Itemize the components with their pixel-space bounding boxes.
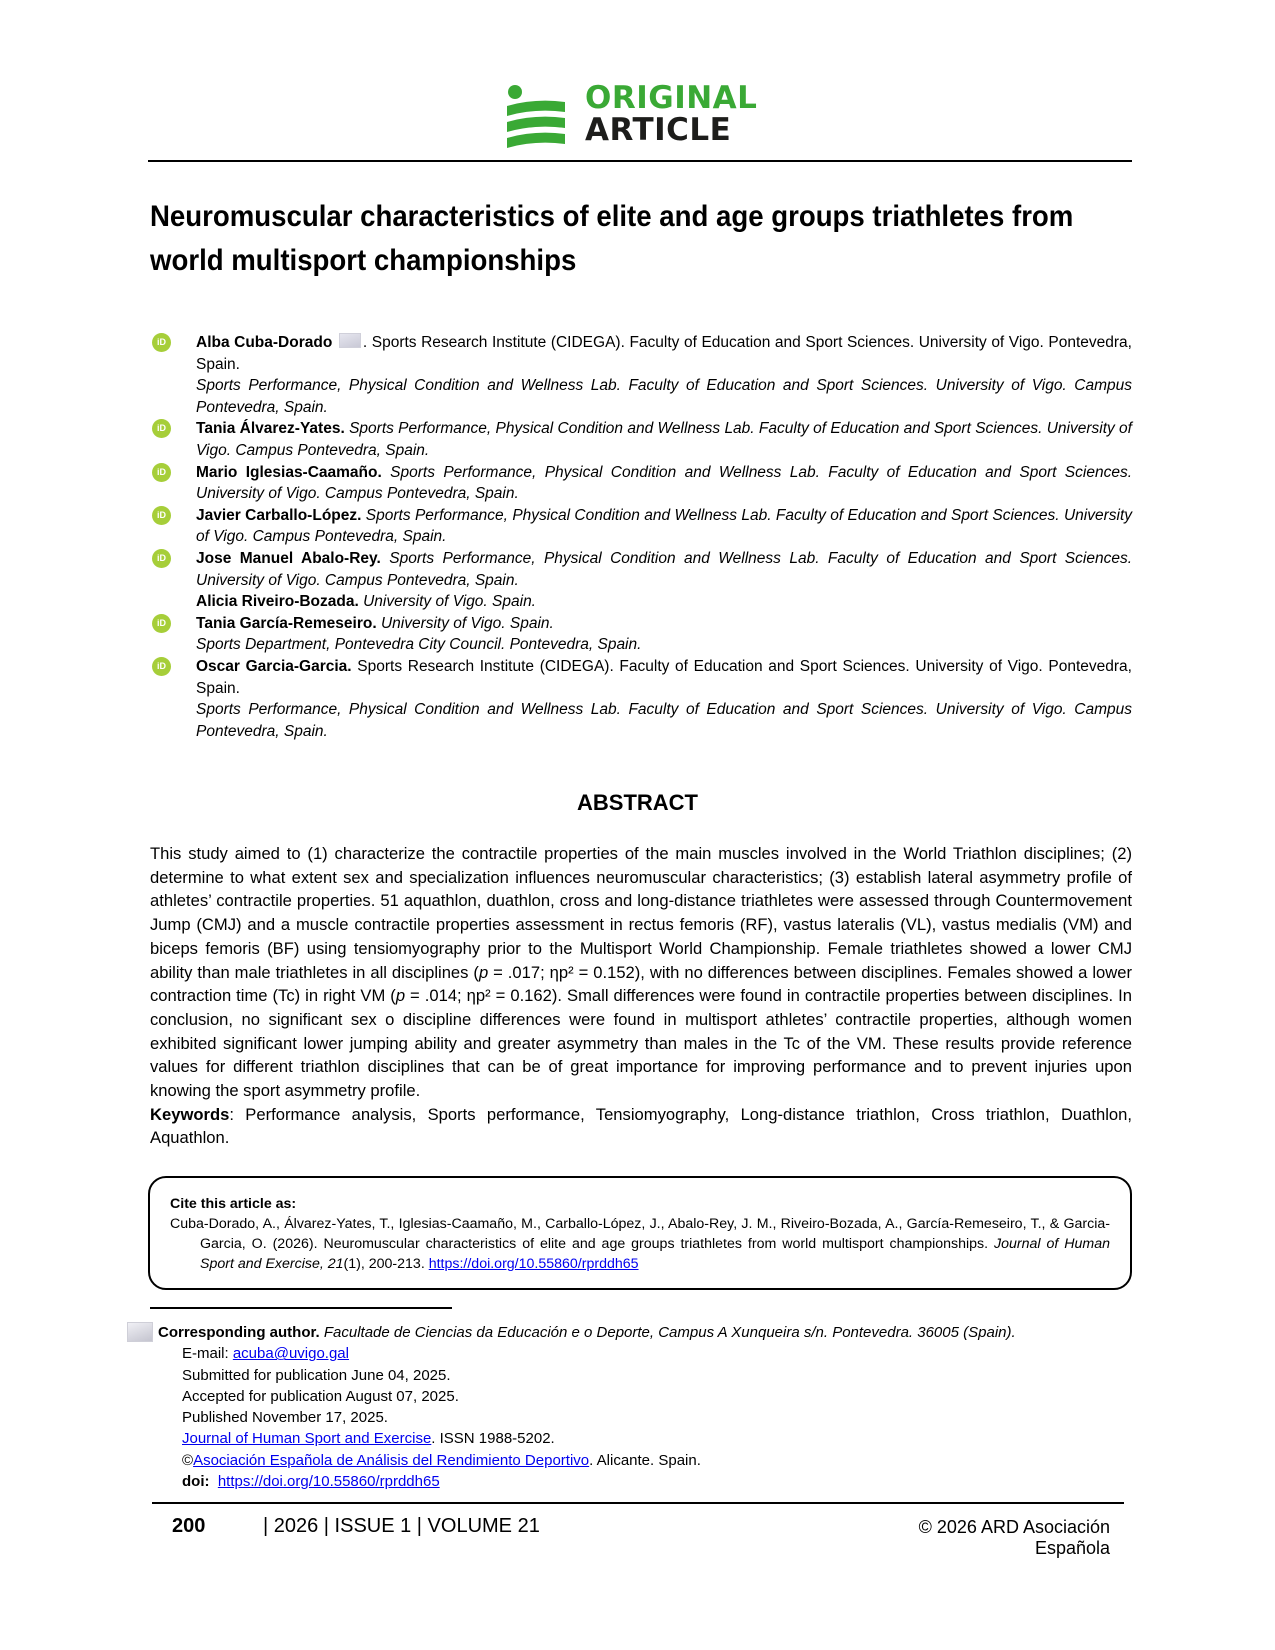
author-affiliation: . Sports Research Institute (CIDEGA). Faculty of Education and Sport Sciences. University of Vigo. Pontevedra, Spain. — [196, 334, 1132, 373]
author-name: Alicia Riveiro-Bozada. — [196, 593, 359, 611]
author-affiliation: Sports Performance, Physical Condition and Wellness Lab. Faculty of Education and Sport Sciences. University of Vigo. Campus Pontevedra, Spain. — [196, 463, 1132, 503]
publisher-line — [158, 1450, 1138, 1471]
doi-link[interactable]: https://doi.org/10.55860/rprddh65 — [217, 1473, 440, 1491]
footnote-divider — [150, 1307, 452, 1309]
page-number: 200 — [172, 1515, 206, 1537]
author-name: Tania García-Remeseiro. — [196, 614, 377, 632]
author-affiliation: Sports Performance, Physical Condition and Wellness Lab. Faculty of Education and Sport Sciences. University of Vigo. Campus Pontevedra, Spain. — [196, 506, 1133, 546]
abstract-body — [150, 842, 1132, 1150]
author-affiliation-secondary: Sports Performance, Physical Condition and Wellness Lab. Faculty of Education and Sport Sciences. University of Vigo. Campus Pontevedra, Spain. — [196, 701, 1132, 740]
paper-title: Neuromuscular characteristics of elite and age groups triathletes from world multisport championships — [150, 200, 1074, 277]
footnote — [158, 1322, 1138, 1492]
orcid-icon[interactable]: iD — [152, 419, 171, 438]
p-value-symbol: p — [478, 962, 489, 982]
author-name: Javier Carballo-López. — [196, 506, 362, 524]
author-name: Mario Iglesias-Caamaño. — [196, 463, 382, 481]
published-date: Published November 17, 2025. — [182, 1409, 388, 1427]
abstract-text-part: = .014; ηp² = 0.162). Small differences were found in contractile properties between disciplines. In conclusion, no significant sex o discipline differences were found in multisport athletes’ contractile properties, although women exhibited significant lower jumping ability and greater asymmetry than males in the Tc of the VM. These results provide reference values for different triathlon disciplines that can be of great importance for improving performance and to prevent injuries upon knowing the sport asymmetry profile. — [150, 986, 1132, 1101]
author-entry — [150, 613, 1132, 656]
orcid-icon[interactable]: iD — [152, 333, 171, 352]
copyright-symbol: © — [182, 1451, 194, 1469]
abstract-heading: ABSTRACT — [577, 790, 698, 815]
author-name: Jose Manuel Abalo-Rey. — [196, 549, 381, 567]
author-entry — [150, 656, 1132, 742]
author-affiliation: University of Vigo. Spain. — [363, 593, 536, 611]
author-affiliation: Sports Performance, Physical Condition and Wellness Lab. Faculty of Education and Sport Sciences. University of Vigo. Campus Pontevedra, Spain. — [196, 549, 1133, 589]
header-divider — [148, 160, 1132, 162]
citation-reference: Cuba-Dorado, A., Álvarez-Yates, T., Iglesias-Caamaño, M., Carballo-López, J., Abalo-Rey, J. M., Riveiro-Bozada, A., García-Remeseiro, T., & Garcia-Garcia, O. (2026). Neuromuscular characteristics of elite and age groups triathletes from world multisport championships. — [170, 1216, 1110, 1252]
orcid-icon[interactable]: iD — [152, 463, 171, 482]
author-name: Oscar Garcia-Garcia. — [196, 657, 352, 675]
citation-label: Cite this article as: — [170, 1196, 297, 1212]
author-entry — [150, 332, 1132, 418]
author-entry — [150, 505, 1132, 548]
email-label: E-mail: — [182, 1345, 233, 1363]
corresponding-author — [158, 1322, 1138, 1343]
logo-line-original: ORIGINAL — [585, 80, 758, 116]
issue-info: | 2026 | ISSUE 1 | VOLUME 21 — [263, 1515, 540, 1537]
mail-icon — [127, 1322, 153, 1342]
email-line — [158, 1343, 1138, 1364]
orcid-icon[interactable]: iD — [152, 614, 171, 633]
abstract-text — [150, 842, 1132, 1103]
logo-line-article: ARTICLE — [585, 112, 732, 148]
author-entry — [150, 591, 1132, 613]
keywords — [150, 1103, 1132, 1150]
doi-label: doi: — [182, 1473, 210, 1491]
original-article-logo — [505, 80, 775, 150]
author-affiliation: Sports Research Institute (CIDEGA). Faculty of Education and Sport Sciences. University of Vigo. Pontevedra, Spain. — [196, 657, 1132, 697]
citation-doi-link[interactable]: https://doi.org/10.55860/rprddh65 — [428, 1256, 639, 1272]
footer-copyright: © 2026 ARD Asociación Española — [918, 1517, 1110, 1558]
logo-stripes-icon — [505, 84, 567, 150]
email-link[interactable]: acuba@uvigo.gal — [232, 1345, 349, 1363]
abstract-text-part: = .017; ηp² = 0.152), with no differences between disciplines. Females showed a lower contraction time (Tc) in right VM ( — [150, 962, 1132, 1006]
corresponding-address: Facultade de Ciencias da Educación e o Deporte, Campus A Xunqueira s/n. Pontevedra. 36005 (Spain). — [323, 1324, 1016, 1341]
author-name: Alba Cuba-Dorado — [196, 334, 333, 351]
orcid-icon[interactable]: iD — [152, 657, 171, 676]
author-affiliation: Sports Performance, Physical Condition and Wellness Lab. Faculty of Education and Sport Sciences. University of Vigo. Campus Pontevedra, Spain. — [196, 420, 1132, 459]
author-name: Tania Álvarez-Yates. — [196, 420, 345, 438]
author-entry — [150, 548, 1132, 591]
author-affiliation-secondary: Sports Performance, Physical Condition and Wellness Lab. Faculty of Education and Sport Sciences. University of Vigo. Campus Pontevedra, Spain. — [196, 377, 1132, 416]
citation-pages: (1), 200-213. — [343, 1256, 429, 1272]
publisher-location: . Alicante. Spain. — [589, 1451, 701, 1469]
orcid-icon[interactable]: iD — [152, 549, 171, 568]
orcid-icon[interactable]: iD — [152, 506, 171, 525]
keywords-list: : Performance analysis, Sports performance, Tensiomyography, Long-distance triathlon, Cross triathlon, Duathlon, Aquathlon. — [150, 1104, 1132, 1148]
journal-link[interactable]: Journal of Human Sport and Exercise — [182, 1430, 432, 1448]
author-entry — [150, 462, 1132, 505]
author-affiliation-secondary: Sports Department, Pontevedra City Council. Pontevedra, Spain. — [196, 636, 642, 654]
doi-line — [158, 1471, 1138, 1492]
corresponding-label: Corresponding author. — [158, 1324, 320, 1341]
submitted-date: Submitted for publication June 04, 2025. — [182, 1366, 451, 1384]
journal-issn — [158, 1428, 1138, 1449]
accepted-date: Accepted for publication August 07, 2025. — [182, 1387, 459, 1405]
citation-box — [148, 1176, 1132, 1290]
mail-icon[interactable] — [339, 333, 361, 348]
citation-journal: Journal of Human Sport and Exercise, 21 — [200, 1236, 1111, 1272]
footer-divider — [152, 1502, 1124, 1504]
author-affiliation: University of Vigo. Spain. — [380, 614, 554, 632]
publisher-link[interactable]: Asociación Española de Análisis del Rendimiento Deportivo — [193, 1451, 590, 1469]
issn: . ISSN 1988-5202. — [431, 1430, 555, 1448]
keywords-label: Keywords — [150, 1104, 230, 1124]
author-entry — [150, 418, 1132, 461]
citation-text — [170, 1214, 1110, 1274]
abstract-text-part: This study aimed to (1) characterize the contractile properties of the main muscles involved in the World Triathlon disciplines; (2) determine to what extent sex and specialization influences neuromuscular characteristics; (3) establish lateral asymmetry profile of athletes’ contractile properties. 51 aquathlon, duathlon, cross and long-distance triathletes were assessed through Countermovement Jump (CMJ) and a muscle contractile properties assessment in rectus femoris (RF), vastus lateralis (VL), vastus medialis (VM) and biceps femoris (BF) using tensiomyography prior to the Multisport World Championship. Female triathletes showed a lower CMJ ability than male triathletes in all disciplines ( — [150, 844, 1132, 982]
p-value-symbol: p — [395, 986, 406, 1006]
author-list — [150, 332, 1132, 742]
